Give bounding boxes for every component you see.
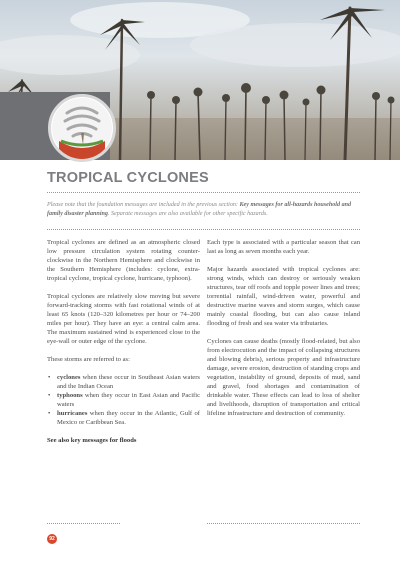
intro-text: Please note that the foundation messages are included in the previous section:	[47, 202, 240, 208]
list-item: • cyclones when these occur in Southeast Asian waters and the Indian Ocean	[57, 373, 200, 391]
title-divider	[47, 192, 360, 193]
page-number-badge: 92	[47, 534, 57, 544]
intro-text-end: . Separate messages are also available for other specific hazards.	[107, 211, 268, 217]
see-also-floods-link[interactable]: See also key messages for floods	[47, 437, 137, 444]
naming-intro: These storms are referred to as:	[47, 356, 130, 363]
footer-divider-left	[47, 523, 120, 524]
cyclone-icon	[48, 94, 116, 162]
hazards-paragraph: Major hazards associated with tropical cyclones are: strong winds, which can destroy or seriously weaken structures, tear off roofs and topple power lines and trees; torrential rainfall, wind-driven water, powerful and destructive marine waves and storm surges, which cause mainly coastal flooding, but can also cause inland flooding of fresh and sea water via tributaries.	[207, 266, 360, 327]
intro-key-messages-reference: Key messages for all-hazards household and family disaster planning	[47, 202, 352, 217]
characteristics-paragraph: Tropical cyclones are relatively slow moving but severe forward-tracking storms with fast rotational winds of at least 65 knots (120–320 kilometres per hour or 74–200 miles per hour). They have an eye: a central calm area. The maximum sustained wind is experienced close to the eye-wall or outer edge of the cyclone.	[47, 293, 200, 345]
intro-note	[47, 201, 360, 219]
list-item: • hurricanes when they occur in the Atlantic, Gulf of Mexico or Caribbean Sea.	[57, 409, 200, 427]
right-column	[207, 238, 360, 427]
left-column	[47, 238, 200, 454]
season-paragraph: Each type is associated with a particular season that can last as long as seven months each year.	[207, 239, 360, 255]
footer-divider-right	[207, 523, 360, 524]
impacts-paragraph: Cyclones can cause deaths (mostly flood-related, but also from electrocution and the impact of collapsing structures and blowing debris), serious property and infrastructure damage, severe erosion, destruction of standing crops and vegetation, instability of ground, deposits of mud, sand and gravel, food shortages and contamination of drinkable water. These effects can lead to loss of shelter and livelihoods, disruption of transportation and critical lifeline infrastructure and destruction of community.	[207, 338, 360, 417]
list-item: • typhoons when they occur in East Asian and Pacific waters	[57, 391, 200, 409]
intro-divider	[47, 229, 360, 230]
storm-names-list	[47, 373, 200, 427]
page-title: TROPICAL CYCLONES	[47, 170, 209, 186]
definition-paragraph: Tropical cyclones are defined as an atmospheric closed low pressure circulation system rotating counter-clockwise in the Northern Hemisphere and clockwise in the Southern Hemisphere (includes: cyclone, extra-tropical cyclone, tropical cyclone, hurricane, typhoon).	[47, 239, 200, 282]
